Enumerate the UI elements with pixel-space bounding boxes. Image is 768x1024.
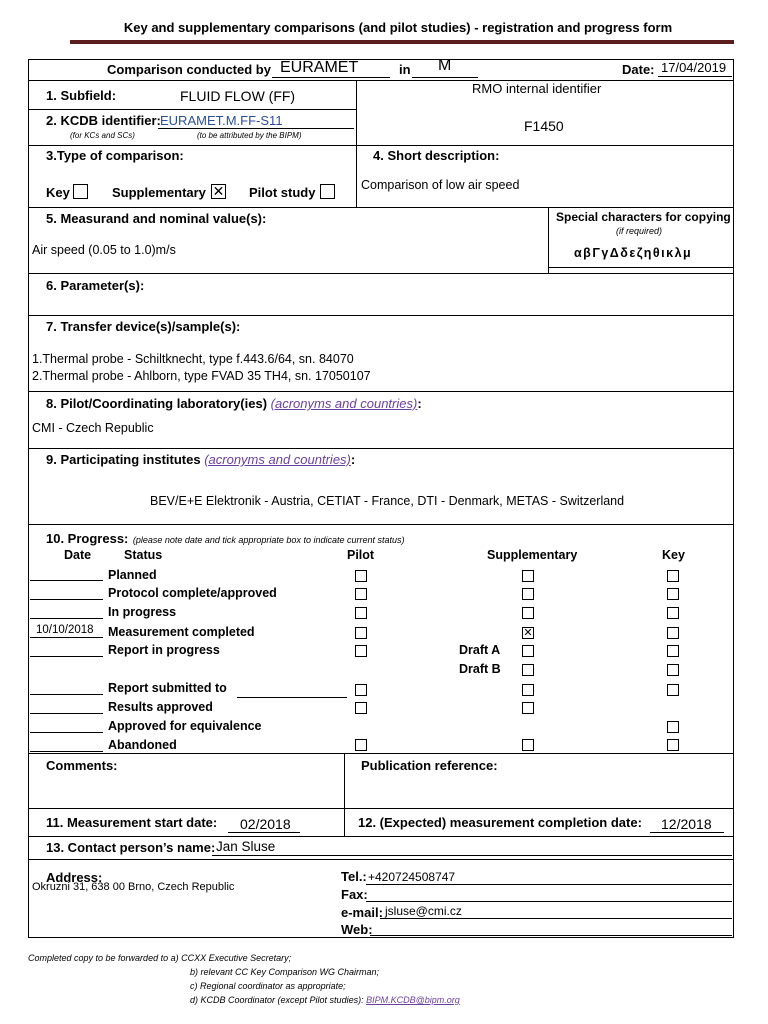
conducted-label: Comparison conducted by <box>107 62 271 77</box>
publication-label: Publication reference: <box>361 758 498 773</box>
pilot-measured-checkbox[interactable] <box>355 627 367 639</box>
supp-planned-checkbox[interactable] <box>522 570 534 582</box>
key-label: Key <box>46 185 70 200</box>
short-desc-label: 4. Short description: <box>373 148 500 163</box>
transfer-label: 7. Transfer device(s)/sample(s): <box>46 319 241 334</box>
transfer-line-2[interactable]: 2.Thermal probe - Ahlborn, type FVAD 35 TH4, sn. 17050107 <box>32 369 371 383</box>
rmo-label: RMO internal identifier <box>472 81 602 96</box>
kcdb-note-2: (to be attributed by the BIPM) <box>197 131 302 140</box>
supp-draft-b-checkbox[interactable] <box>522 664 534 676</box>
supp-protocol-checkbox[interactable] <box>522 588 534 600</box>
pilot-abandoned-checkbox[interactable] <box>355 739 367 751</box>
participants-value[interactable]: BEV/E+E Elektronik - Austria, CETIAT - France, DTI - Denmark, METAS - Switzerland <box>150 494 625 508</box>
col-key: Key <box>662 548 685 562</box>
col-pilot: Pilot <box>347 548 375 562</box>
subfield-label: 1. Subfield: <box>46 88 117 103</box>
short-desc-value[interactable]: Comparison of low air speed <box>361 178 520 192</box>
key-planned-checkbox[interactable] <box>667 570 679 582</box>
key-submitted-checkbox[interactable] <box>667 684 679 696</box>
comments-label: Comments: <box>46 758 118 773</box>
key-measured-checkbox[interactable] <box>667 627 679 639</box>
draft-b-label: Draft B <box>459 662 501 676</box>
key-protocol-checkbox[interactable] <box>667 588 679 600</box>
supp-results-checkbox[interactable] <box>522 702 534 714</box>
supp-inprogress-checkbox[interactable] <box>522 607 534 619</box>
supplementary-checkbox[interactable]: ✕ <box>212 183 225 199</box>
measured-date[interactable]: 10/10/2018 <box>36 624 94 636</box>
key-inprogress-checkbox[interactable] <box>667 607 679 619</box>
participants-link[interactable]: (acronyms and countries) <box>204 452 351 467</box>
kcdb-value[interactable]: EURAMET.M.FF-S11 <box>160 113 283 128</box>
address-label: Address: <box>46 870 103 885</box>
pilot-lab-value[interactable]: CMI - Czech Republic <box>32 421 154 435</box>
pilot-lab-label: 8. Pilot/Coordinating laboratory(ies) (acronyms and countries): <box>46 396 422 411</box>
tel-value[interactable]: +420724508747 <box>368 870 456 884</box>
progress-label: 10. Progress: (please note date and tick appropriate box to indicate current status) <box>46 531 405 546</box>
key-draft-b-checkbox[interactable] <box>667 664 679 676</box>
pilot-protocol-checkbox[interactable] <box>355 588 367 600</box>
col-status: Status <box>124 548 163 562</box>
pilot-study-checkbox[interactable] <box>320 184 335 199</box>
pilot-results-checkbox[interactable] <box>355 702 367 714</box>
measurand-label: 5. Measurand and nominal value(s): <box>46 211 267 226</box>
completion-date-value[interactable]: 12/2018 <box>661 816 712 832</box>
status-in-progress: In progress <box>108 605 177 619</box>
supp-abandoned-checkbox[interactable] <box>522 739 534 751</box>
special-chars-note: (if required) <box>616 226 663 236</box>
key-checkbox[interactable] <box>73 184 88 199</box>
kcdb-label: 2. KCDB identifier: <box>46 113 161 128</box>
progress-note: (please note date and tick appropriate box to indicate current status) <box>132 535 405 545</box>
footer-d: d) KCDB Coordinator (except Pilot studies): BIPM.KCDB@bipm.org <box>190 995 460 1005</box>
kcdb-email-link[interactable]: BIPM.KCDB@bipm.org <box>366 995 460 1005</box>
status-protocol: Protocol complete/approved <box>108 586 277 600</box>
web-label: Web: <box>341 922 373 937</box>
status-report-in-progress: Report in progress <box>108 643 220 657</box>
pilot-lab-link[interactable]: (acronyms and countries) <box>270 396 418 411</box>
footer-a: Completed copy to be forwarded to a) CCXX Executive Secretary; <box>28 953 292 963</box>
parameters-label: 6. Parameter(s): <box>46 278 145 293</box>
key-equivalence-checkbox[interactable] <box>667 721 679 733</box>
pilot-report-checkbox[interactable] <box>355 645 367 657</box>
special-chars-label: Special characters for copying <box>556 210 731 224</box>
conducted-value[interactable]: EURAMET <box>280 59 359 76</box>
rmo-value[interactable]: F1450 <box>524 118 564 134</box>
status-approved-equivalence: Approved for equivalence <box>108 719 262 733</box>
footer-c: c) Regional coordinator as appropriate; <box>190 981 346 991</box>
title-rule <box>70 40 734 44</box>
start-date-value[interactable]: 02/2018 <box>240 816 291 832</box>
kcdb-note-1: (for KCs and SCs) <box>70 131 135 140</box>
measurand-value[interactable]: Air speed (0.05 to 1.0)m/s <box>32 243 176 257</box>
status-results-approved: Results approved <box>108 700 213 714</box>
special-chars[interactable]: αβΓγΔδεζηθικλμ <box>574 246 693 260</box>
address-value[interactable]: Okruzni 31, 638 00 Brno, Czech Republic <box>32 881 235 893</box>
pilot-study-label: Pilot study <box>249 185 316 200</box>
pilot-submitted-checkbox[interactable] <box>355 684 367 696</box>
footer-b: b) relevant CC Key Comparison WG Chairman; <box>190 967 380 977</box>
supplementary-label: Supplementary <box>112 185 206 200</box>
supp-draft-a-checkbox[interactable] <box>522 645 534 657</box>
status-planned: Planned <box>108 568 157 582</box>
in-value[interactable]: M <box>438 57 452 74</box>
fax-label: Fax: <box>341 887 368 902</box>
draft-a-label: Draft A <box>459 643 501 657</box>
date-label: Date: <box>622 62 655 77</box>
web-field[interactable] <box>370 935 732 936</box>
in-label: in <box>399 62 411 77</box>
contact-value[interactable]: Jan Sluse <box>216 839 276 854</box>
status-measurement-completed: Measurement completed <box>108 625 255 639</box>
key-draft-a-checkbox[interactable] <box>667 645 679 657</box>
status-abandoned: Abandoned <box>108 738 177 752</box>
participants-label: 9. Participating institutes (acronyms and countries): <box>46 452 356 467</box>
supp-measured-checkbox[interactable]: ✕ <box>523 627 533 639</box>
key-abandoned-checkbox[interactable] <box>667 739 679 751</box>
email-label: e-mail: <box>341 905 383 920</box>
supp-submitted-checkbox[interactable] <box>522 684 534 696</box>
col-date: Date <box>64 548 92 562</box>
col-supplementary: Supplementary <box>487 548 578 562</box>
status-report-submitted: Report submitted to <box>108 681 227 695</box>
type-label: 3.Type of comparison: <box>46 148 184 163</box>
form-title: Key and supplementary comparisons (and pilot studies) - registration and progress form <box>123 20 673 35</box>
pilot-planned-checkbox[interactable] <box>355 570 367 582</box>
pilot-inprogress-checkbox[interactable] <box>355 607 367 619</box>
start-date-label: 11. Measurement start date: <box>46 815 218 830</box>
completion-date-label: 12. (Expected) measurement completion date: <box>358 815 642 830</box>
tel-label: Tel.: <box>341 869 367 884</box>
fax-field[interactable] <box>366 901 732 902</box>
contact-label: 13. Contact person’s name: <box>46 840 216 855</box>
subfield-value[interactable]: FLUID FLOW (FF) <box>180 88 296 104</box>
date-value[interactable]: 17/04/2019 <box>661 60 727 75</box>
transfer-line-1[interactable]: 1.Thermal probe - Schiltknecht, type f.443.6/64, sn. 84070 <box>32 352 354 366</box>
email-value[interactable]: jsluse@cmi.cz <box>385 904 462 918</box>
